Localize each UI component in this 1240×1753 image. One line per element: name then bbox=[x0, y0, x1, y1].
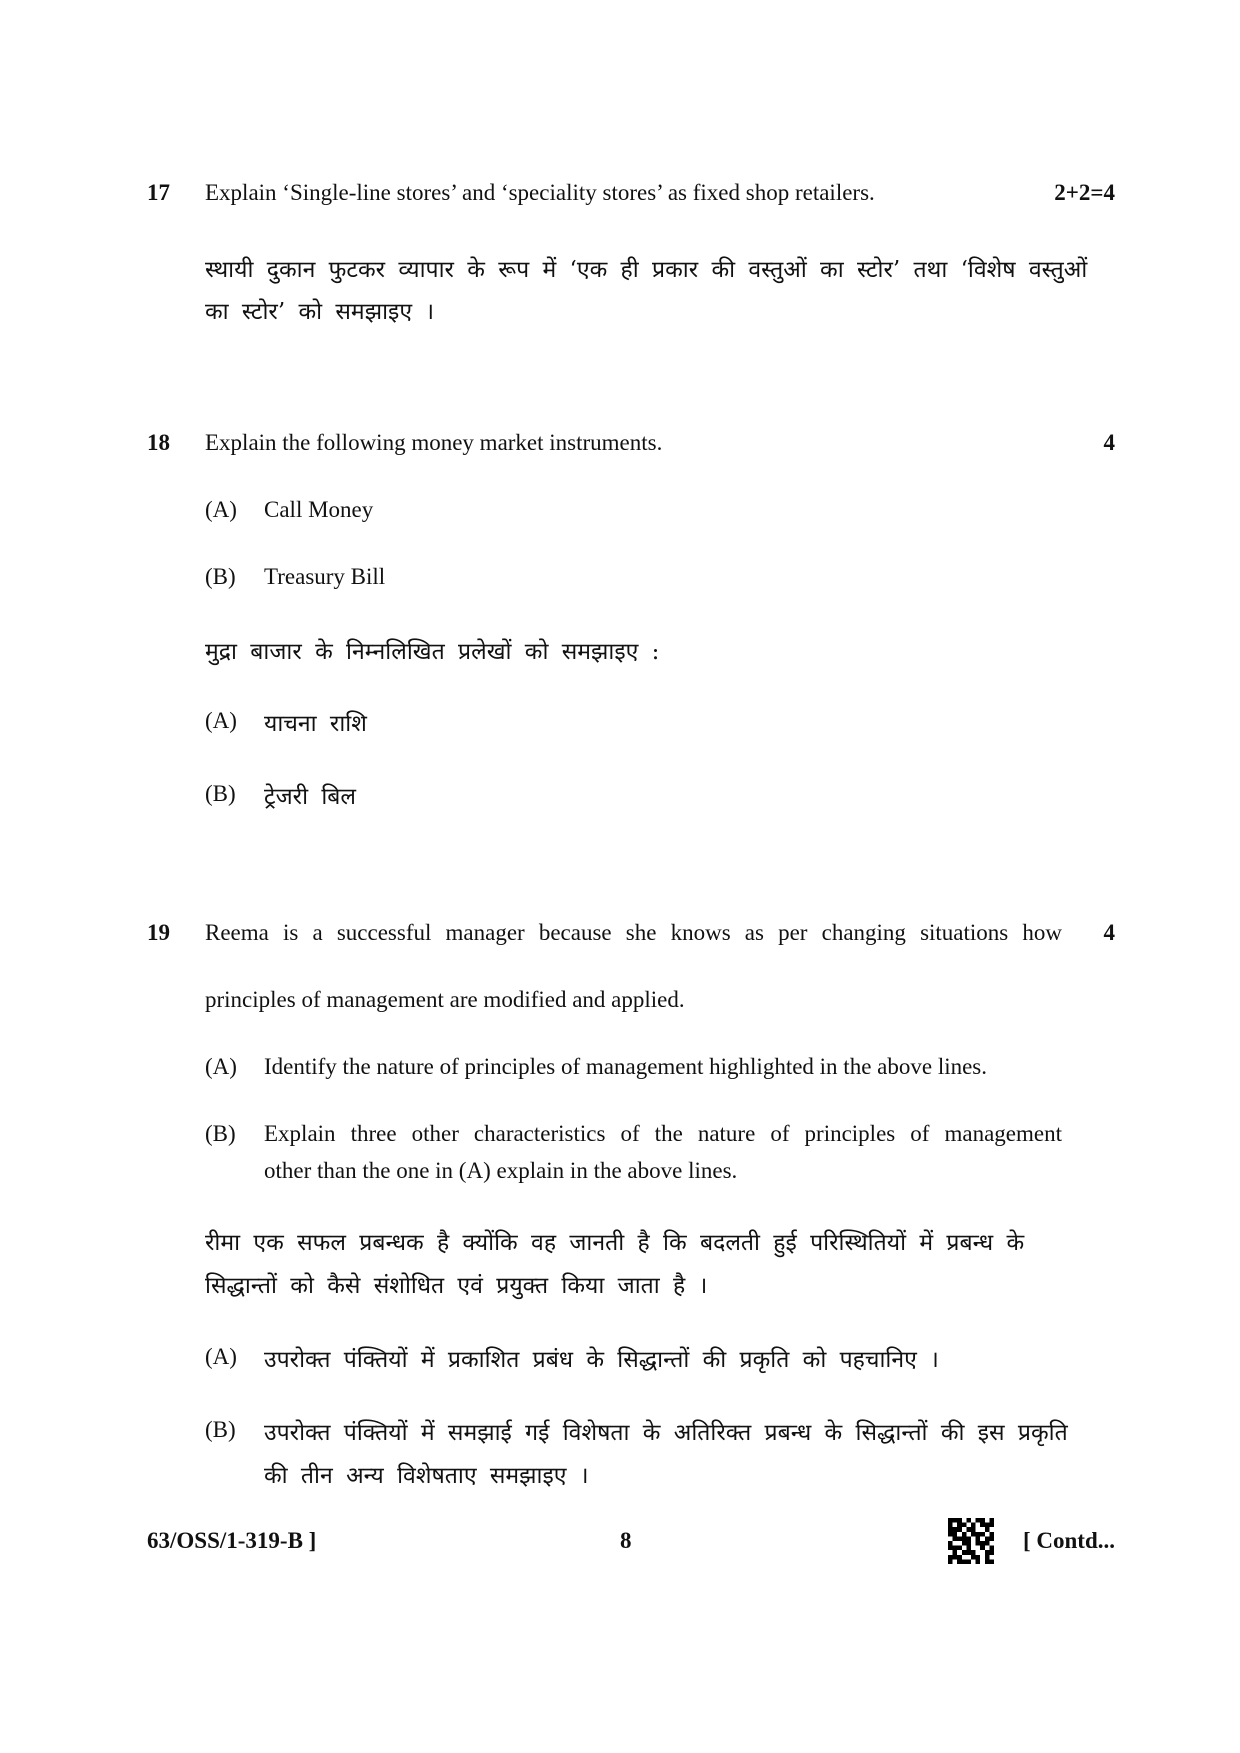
q18-option-a-label: (A) bbox=[205, 497, 237, 522]
q18-text: Explain the following money market instruments. bbox=[205, 430, 663, 455]
q19-text-line2: principles of management are modified and applied. bbox=[205, 987, 685, 1012]
q18-hindi-option-b-label: (B) bbox=[205, 781, 236, 806]
q18-marks: 4 bbox=[1103, 430, 1115, 455]
q18-hindi-option-a-label: (A) bbox=[205, 708, 237, 733]
q19-number: 19 bbox=[147, 920, 170, 945]
continued-label: [ Contd... bbox=[1022, 1528, 1115, 1553]
q17-hindi-line2: का स्टोर’ को समझाइए । bbox=[205, 299, 435, 325]
q19-hindi-line1: रीमा एक सफल प्रबन्धक है क्योंकि वह जानती है कि बदलती हुई परिस्थितियों में प्रबन्ध के bbox=[205, 1230, 1025, 1256]
q19-hindi-option-b-label: (B) bbox=[205, 1417, 236, 1442]
q18-option-b-label: (B) bbox=[205, 564, 236, 589]
q17-number: 17 bbox=[147, 180, 170, 205]
paper-code: 63/OSS/1-319-B ] bbox=[147, 1528, 317, 1553]
q17-text: Explain ‘Single-line stores’ and ‘speciality stores’ as fixed shop retailers. bbox=[205, 180, 875, 205]
q17-marks: 2+2=4 bbox=[1054, 180, 1115, 205]
page-number: 8 bbox=[620, 1528, 632, 1553]
q18-hindi-option-b-text: ट्रेजरी बिल bbox=[264, 784, 357, 810]
q19-option-a-label: (A) bbox=[205, 1054, 237, 1079]
q19-text-line1: Reema is a successful manager because she knows as per changing situations how bbox=[205, 920, 1062, 945]
q18-number: 18 bbox=[147, 430, 170, 455]
q19-marks: 4 bbox=[1103, 920, 1115, 945]
q19-hindi-option-b-line2: की तीन अन्य विशेषताए समझाइए । bbox=[264, 1463, 589, 1489]
q19-option-b-line2: other than the one in (A) explain in the above lines. bbox=[264, 1158, 738, 1183]
q18-hindi-stem: मुद्रा बाजार के निम्नलिखित प्रलेखों को समझाइए : bbox=[205, 639, 660, 665]
q19-hindi-line2: सिद्धान्तों को कैसे संशोधित एवं प्रयुक्त किया जाता है । bbox=[205, 1273, 708, 1299]
q19-option-b-line1: Explain three other characteristics of the nature of principles of management bbox=[264, 1121, 1062, 1146]
q19-option-b-label: (B) bbox=[205, 1121, 236, 1146]
q17-hindi-line1: स्थायी दुकान फुटकर व्यापार के रूप में ‘एक ही प्रकार की वस्तुओं का स्टोर’ तथा ‘विशेष वस्तुओं bbox=[205, 257, 1088, 283]
q18-option-b-text: Treasury Bill bbox=[264, 564, 386, 589]
q19-hindi-option-a-label: (A) bbox=[205, 1344, 237, 1369]
q18-option-a-text: Call Money bbox=[264, 497, 374, 522]
qr-code-icon bbox=[948, 1518, 994, 1564]
q19-hindi-option-a-line1: उपरोक्त पंक्तियों में प्रकाशित प्रबंध के सिद्धान्तों की प्रकृति को पहचानिए । bbox=[264, 1347, 939, 1373]
q19-hindi-option-b-line1: उपरोक्त पंक्तियों में समझाई गई विशेषता के अतिरिक्त प्रबन्ध के सिद्धान्तों की इस प्रकृति bbox=[264, 1420, 1068, 1446]
q18-hindi-option-a-text: याचना राशि bbox=[264, 711, 367, 737]
q19-option-a-line1: Identify the nature of principles of management highlighted in the above lines. bbox=[264, 1054, 988, 1079]
